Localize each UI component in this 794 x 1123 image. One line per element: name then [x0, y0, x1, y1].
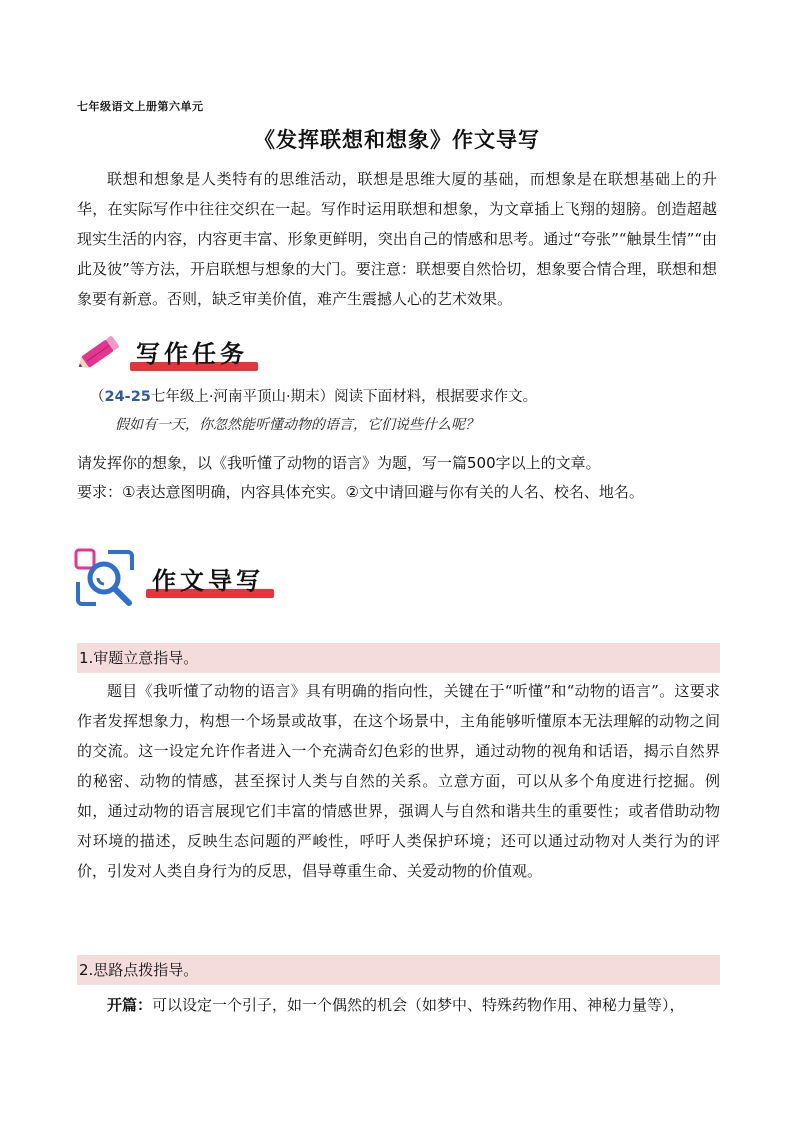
writing-task-heading: [126, 332, 258, 373]
task-source-rest: 七年级上·河南平顶山·期末）阅读下面材料，根据要求作文。: [150, 389, 538, 405]
task-instruction: 请发挥你的想象，以《我听懂了动物的语言》为题，写一篇500字以上的文章。: [77, 454, 601, 472]
section-heading: 2.思路点拨指导。: [77, 955, 720, 985]
task-requirement: 要求：①表达意图明确，内容具体充实。②文中请回避与你有关的人名、校名、地名。: [77, 483, 644, 501]
section-body: [77, 990, 720, 1020]
intro-paragraph: 联想和想象是人类特有的思维活动，联想是思维大厦的基础，而想象是在联想基础上的升华，在实际写作中往往交织在一起。写作时运用联想和想象，为文章插上飞翔的翅膀。创造超越现实生活的内容，内容更丰富、形象更鲜明，突出自己的情感和思考。通过“夸张”“触景生情”“由此及彼”等方法，开启联想与想象的大门。要注意：联想要自然恰切，想象要合情合理，联想和想象要有新意。否则，缺乏审美价值，难产生震撼人心的艺术效果。: [77, 170, 717, 308]
writing-task-label: 写作任务: [136, 339, 248, 368]
task-source-line: [90, 385, 537, 409]
section-heading: 1.审题立意指导。: [77, 643, 720, 673]
pencil-icon: [74, 329, 126, 375]
essay-guide-heading: [142, 559, 274, 600]
magnifier-icon: [74, 548, 136, 610]
unit-label: 七年级语文上册第六单元: [77, 100, 204, 113]
page-title: 《发挥联想和想象》作文导写: [254, 127, 540, 152]
essay-guide-label: 作文导写: [152, 566, 264, 595]
writing-task-banner: [74, 326, 258, 378]
task-source-year: 24-25: [104, 389, 151, 405]
section-body: 题目《我听懂了动物的语言》具有明确的指向性，关键在于“听懂”和“动物的语言”。这要求作者发挥想象力，构想一个场景或故事，在这个场景中，主角能够听懂原本无法理解的动物之间的交流。这一设定允许作者进入一个充满奇幻色彩的世界，通过动物的视角和话语，揭示自然界的秘密、动物的情感，甚至探讨人类与自然的关系。立意方面，可以从多个角度进行挖掘。例如，通过动物的语言展现它们丰富的情感世界，强调人与自然和谐共生的重要性；或者借助动物对环境的描述，反映生态问题的严峻性，呼吁人类保护环境；还可以通过动物对人类行为的评价，引发对人类自身行为的反思，倡导尊重生命、关爱动物的价值观。: [77, 682, 720, 880]
task-quote: 假如有一天，你忽然能听懂动物的语言，它们说些什么呢？: [115, 417, 479, 433]
section-body-text: 可以设定一个引子，如一个偶然的机会（如梦中、特殊药物作用、神秘力量等），: [152, 996, 685, 1014]
section-lead: 开篇：: [107, 996, 153, 1014]
open-paren: （: [90, 389, 105, 405]
essay-guide-banner: [74, 545, 274, 613]
